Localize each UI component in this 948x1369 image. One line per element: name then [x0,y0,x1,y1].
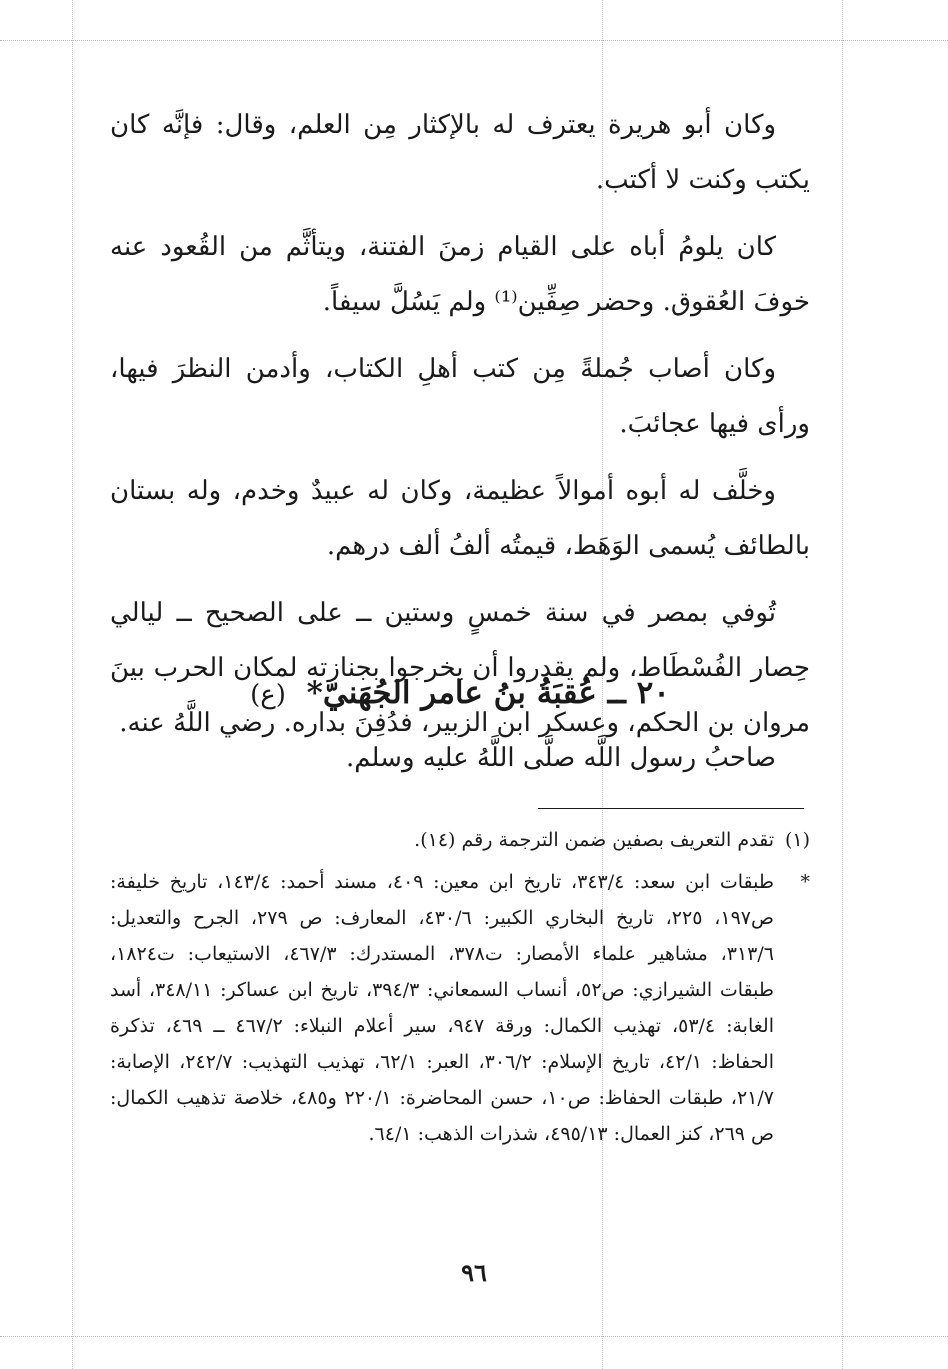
closing-line: صاحبُ رسول اللَّه صلَّى اللَّهُ عليه وسلم. [345,743,776,773]
footnote-marker: (١) [784,829,810,851]
scan-dotted-line [0,1336,948,1337]
paragraph: تُوفي بمصر في سنة خمسٍ وستين ــ على الصحيح ــ ليالي حِصار الفُسْطَاط، ولم يقدروا أن يخرجوا بجنازته لمكان الحرب بينَ مروان بن الحكم، وعسكر ابن الزبير، فدُفِنَ بداره. رضي اللَّهُ عنه. [110,598,810,738]
scan-dotted-line [72,0,73,1369]
footnote-text: تقدم التعريف بصفين ضمن الترجمة رقم (١٤). [414,829,774,851]
scan-dotted-line [0,40,948,41]
footnote-marker: * [800,871,810,893]
biography-heading [110,670,810,718]
paragraph: كان يلومُ أباه على القيام زمنَ الفتنة، ويتأثَّم من القُعود عنه خوفَ العُقوق. وحضر صِفِّين⁽¹⁾ ولم يَسُلَّ سيفاً. [110,232,810,317]
footnote [110,822,810,858]
footnote-text: طبقات ابن سعد: ٣٤٣/٤، تاريخ ابن معين: ٤٠٩، مسند أحمد: ١٤٣/٤، تاريخ خليفة: ص١٩٧، ٢٢٥، تاريخ البخاري الكبير: ٤٣٠/٦، المعارف: ص ٢٧٩، الجرح والتعديل: ٣١٣/٦، مشاهير علماء الأمصار: ت٣٧٨، المستدرك: ٤٦٧/٣، الاستيعاب: ت١٨٢٤، طبقات الشيرازي: ص٥٢، أنساب السمعاني: ٣٩٤/٣، تاريخ ابن عساكر: ٣٤٨/١١، أسد الغابة: ٥٣/٤، تهذيب الكمال: ورقة ٩٤٧، سير أعلام النبلاء: ٤٦٧/٢ ــ ٤٦٩، تذكرة الحفاظ: ٤٢/١، تاريخ الإسلام: ٣٠٦/٢، العبر: ٦٢/١، تهذيب التهذيب: ٢٤٢/٧، الإصابة: ٢١/٧، طبقات الحفاظ: ص١٠، حسن المحاضرة: ٢٢٠/١ و٤٨٥، خلاصة تذهيب الكمال: ص ٢٦٩، كنز العمال: ٤٩٥/١٣، شذرات الذهب: ٦٤/١. [110,871,774,1145]
paragraph: وخلَّف له أبوه أموالاً عظيمة، وكان له عبيدٌ وخدم، وله بستان بالطائف يُسمى الوَهَط، قيمتُه ألفُ ألف درهم. [110,476,810,561]
paragraph: وكان أبو هريرة يعترف له بالإكثار مِن العلم، وقال: فإنَّه كان يكتب وكنت لا أكتب. [110,110,810,195]
entry-number: ٢٠ ــ [607,675,670,711]
footnotes [110,822,810,1158]
entry-name: عُقبَةُ بنُ عامر الجُهَنيّ* [306,675,597,711]
page-number: ٩٦ [461,1258,487,1287]
footnote [110,864,810,1152]
footnote-separator [538,808,804,809]
entry-code: (ع) [250,680,286,710]
main-text [110,98,810,763]
paragraph: وكان أصاب جُملةً مِن كتب أهلِ الكتاب، وأدمن النظرَ فيها، ورأى فيها عجائبَ. [110,354,810,439]
scan-dotted-line [842,0,843,1369]
